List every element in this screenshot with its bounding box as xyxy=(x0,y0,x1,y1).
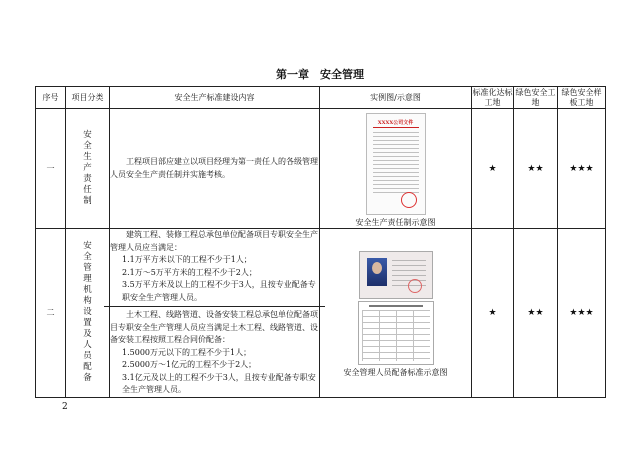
row1-stars-standard: ★ xyxy=(472,109,514,229)
header-example: 实例图/示意图 xyxy=(320,87,472,109)
row2-stars-standard: ★ xyxy=(472,229,514,398)
chapter-title: 第一章 安全管理 xyxy=(276,68,364,81)
header-green: 绿色安全工地 xyxy=(515,87,556,107)
row2-caption: 安全管理人员配备标准示意图 xyxy=(343,367,448,377)
header-content: 安全生产标准建设内容 xyxy=(110,87,320,109)
staffing-form-image xyxy=(358,301,434,365)
header-row xyxy=(36,87,606,109)
section2-item: 3.1亿元及以上的工程不少于3人，且按专业配备专职安全生产管理人员。 xyxy=(122,372,316,394)
table-row xyxy=(36,229,606,398)
standards-table xyxy=(35,86,606,398)
header-seq: 序号 xyxy=(36,87,66,109)
header-category: 项目分类 xyxy=(66,87,110,109)
row1-seq: 一 xyxy=(36,109,66,229)
page-number: 2 xyxy=(62,402,68,412)
id-photo-icon xyxy=(367,258,387,286)
section2-item: 2.5000万～1亿元的工程不少于2人； xyxy=(122,360,257,369)
row2-stars-green-model: ★★★ xyxy=(558,229,606,398)
document-red-title: XXXX公司文件 xyxy=(373,119,419,128)
header-green-model: 绿色安全样板工地 xyxy=(558,87,606,109)
row1-stars-green: ★★ xyxy=(514,109,558,229)
row1-content: 工程项目部应建立以项目经理为第一责任人的各级管理人员安全生产责任制并实施考核。 xyxy=(110,109,320,229)
safety-certificate-image xyxy=(359,251,433,299)
section1-item: 2.1万～5万平方米的工程不少于2人； xyxy=(122,267,257,277)
red-seal-icon xyxy=(401,192,417,208)
row1-stars-green-model: ★★★ xyxy=(558,109,606,229)
row1-category: 安全生产责任制 xyxy=(66,109,110,229)
table-row xyxy=(36,109,606,229)
section1-item: 1.1万平方米以下的工程不少于1人； xyxy=(122,255,252,264)
section1-intro: 建筑工程、装修工程总承包单位配备项目专职安全生产管理人员应当满足： xyxy=(110,230,318,252)
row2-content xyxy=(110,229,320,398)
section2-item: 1.5000万元以下的工程不少于1人； xyxy=(122,347,252,357)
section1-item: 3.5万平方米及以上的工程不少于3人，且按专业配备专职安全生产管理人员。 xyxy=(122,280,316,302)
section2-intro: 土木工程、线路管道、设备安装工程总承包单位配备项目专职安全生产管理人员应当满足土木工程、线路管道、设备安装工程按照工程合同价配备： xyxy=(110,310,318,344)
header-standard: 标准化达标工地 xyxy=(472,87,513,107)
row2-example xyxy=(320,229,472,398)
responsibility-document-image xyxy=(366,113,426,215)
row2-stars-green: ★★ xyxy=(514,229,558,398)
row1-example xyxy=(320,109,472,229)
row1-caption: 安全生产责任制示意图 xyxy=(355,218,436,227)
row2-seq: 二 xyxy=(36,229,66,398)
row2-category: 安全管理机构设置及人员配备 xyxy=(66,229,110,398)
seal-icon xyxy=(408,279,422,293)
